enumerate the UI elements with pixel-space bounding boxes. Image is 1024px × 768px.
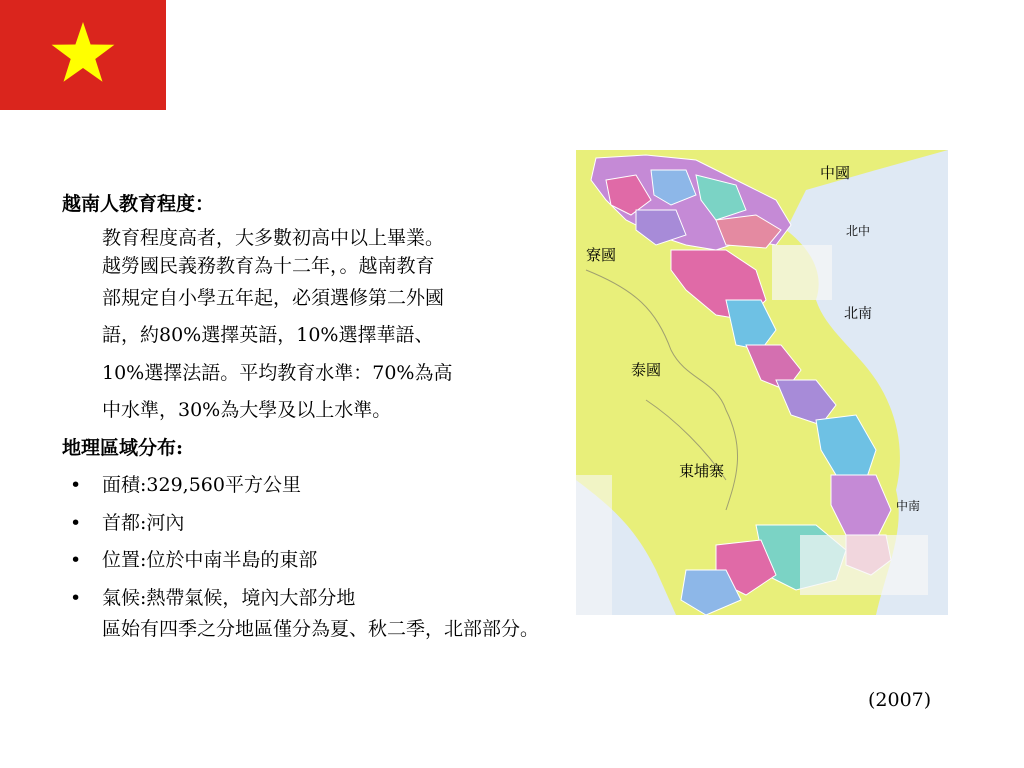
bullet-marker: • (70, 474, 82, 496)
map-label-thailand: 泰國 (631, 361, 662, 379)
geography-bullet-climate (62, 580, 562, 618)
map-north-legend (772, 245, 832, 300)
geography-bullet-capital (62, 505, 562, 543)
bullet-marker: • (70, 511, 82, 534)
geography-heading: 地理區域分布: (62, 436, 184, 459)
vietnam-flag (0, 0, 166, 110)
education-line-2: 越勞國民義務教育為十二年，。越南教育 (102, 254, 435, 277)
bullet-marker: • (70, 549, 82, 571)
education-heading: 越南人教育程度： (62, 193, 215, 215)
map-label-china: 中國 (820, 164, 851, 182)
climate-continuation: 區始有四季之分地區僅分為夏、秋二季，北部部分。 (102, 618, 540, 640)
content-text-block (62, 186, 562, 617)
flag-star-icon (0, 0, 166, 110)
map-label-laos: 寮國 (586, 246, 617, 264)
map-south-legend (800, 535, 928, 595)
map-label-cambodia: 東埔寨 (679, 462, 725, 480)
education-line-6: 中水準，30%為大學及以上水準。 (102, 399, 392, 421)
vietnam-map (576, 150, 948, 615)
bullet-text: 位置:位於中南半島的東部 (102, 549, 318, 571)
education-line-4: 語，約80%選擇英語，10%選擇華語、 (102, 324, 434, 346)
bullet-marker: • (70, 586, 82, 609)
year-label: (2007) (868, 689, 932, 711)
bullet-text: 面積:329,560平方公里 (102, 474, 301, 496)
map-label-north-central: 北中 (846, 224, 871, 238)
bullet-text: 氣候:熱帶氣候，境內大部分地 (102, 586, 356, 609)
education-line-3: 部規定自小學五年起，必須選修第二外國 (102, 286, 445, 309)
map-label-central-south: 中南 (896, 499, 921, 513)
geography-bullet-location (62, 542, 562, 580)
education-line-5: 10%選擇法語。平均教育水準：70%為高 (102, 361, 453, 384)
map-left-legend (576, 475, 612, 615)
geography-bullet-area (62, 467, 562, 505)
education-line-1: 教育程度高者，大多數初高中以上畢業。 (102, 226, 445, 249)
bullet-text: 首都:河內 (102, 511, 185, 534)
map-label-north-south: 北南 (844, 306, 872, 322)
